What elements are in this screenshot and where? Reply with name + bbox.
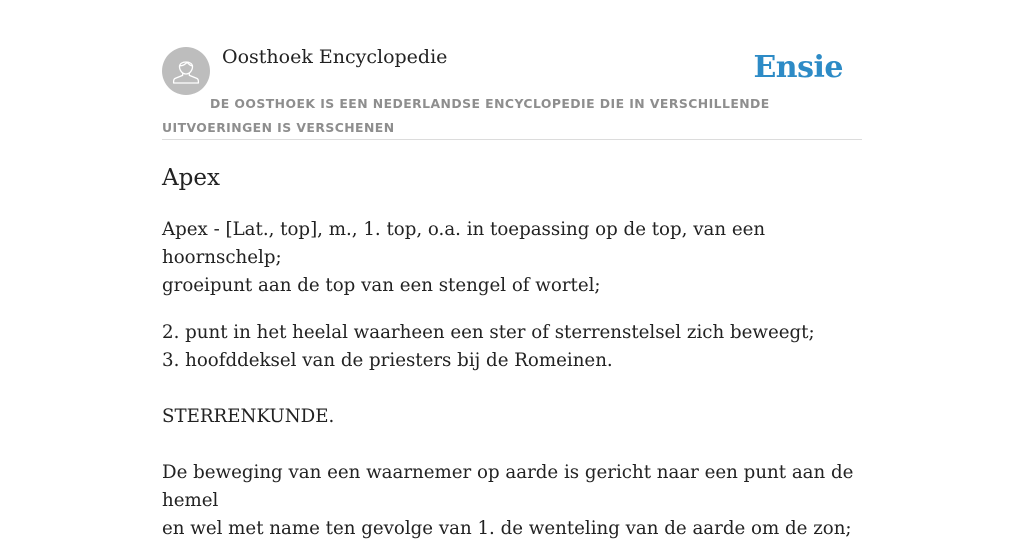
avatar[interactable] (162, 47, 210, 95)
paragraph-line: groeipunt aan de top van een stengel of wortel; (162, 275, 601, 296)
paragraph-line: De beweging van een waarnemer op aarde is gericht naar een punt aan de hemel (162, 462, 854, 511)
article-title: Apex (162, 165, 220, 191)
source-description: DE OOSTHOEK IS EEN NEDERLANDSE ENCYCLOPEDIE DIE IN VERSCHILLENDE UITVOERINGEN IS VERSCHENEN (162, 96, 770, 135)
article-paragraph (162, 459, 862, 543)
article (162, 160, 862, 543)
paragraph-line: 3. hoofddeksel van de priesters bij de Romeinen. (162, 350, 613, 371)
article-paragraph (162, 216, 862, 300)
paragraph-line: 2. punt in het heelal waarheen een ster of sterrenstelsel zich beweegt; (162, 322, 815, 343)
paragraph-line: STERRENKUNDE. (162, 406, 335, 427)
paragraph-line: en wel met name ten gevolge van 1. de wenteling van de aarde om de zon; (162, 518, 852, 539)
source-title[interactable]: Oosthoek Encyclopedie (222, 46, 448, 68)
article-paragraph (162, 319, 862, 375)
ensie-logo[interactable]: Ensie (753, 50, 843, 85)
section-heading (162, 403, 862, 431)
user-icon (162, 47, 210, 95)
paragraph-line: Apex - [Lat., top], m., 1. top, o.a. in toepassing op de top, van een hoornschelp; (162, 219, 766, 268)
source-header (162, 44, 862, 140)
